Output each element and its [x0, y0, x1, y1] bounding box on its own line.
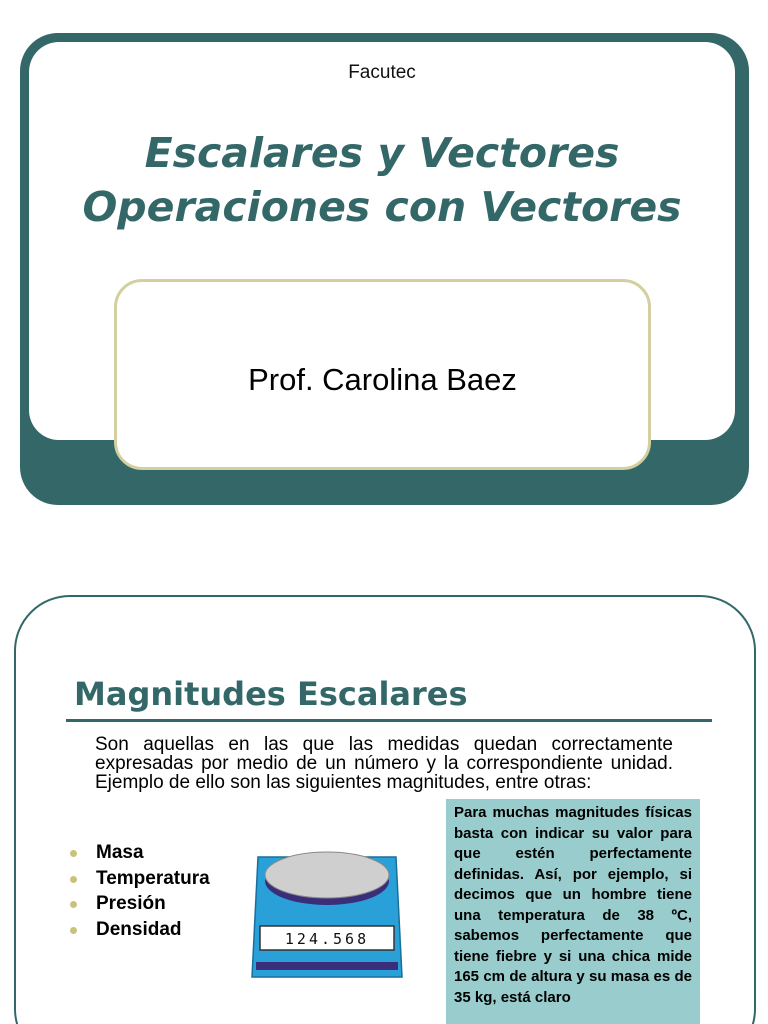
list-item-label: Masa [96, 842, 144, 863]
bullet-icon [70, 927, 77, 934]
slide-title-line-1: Escalares y Vectores [144, 129, 620, 177]
bullet-icon [70, 876, 77, 883]
slide-header: Facutec [348, 62, 416, 83]
bullet-icon [70, 901, 77, 908]
slide-title-line-2: Operaciones con Vectores [82, 183, 682, 231]
list-item-label: Temperatura [96, 867, 210, 889]
author-box [114, 279, 651, 470]
magnitude-list [66, 840, 210, 942]
author-name: Prof. Carolina Baez [248, 362, 517, 397]
title-slide [20, 33, 749, 505]
scale-display-reading: 124.568 [284, 930, 370, 948]
bullet-icon [70, 850, 77, 857]
list-item [66, 917, 210, 943]
list-item [66, 840, 210, 866]
slide-title [29, 126, 735, 234]
section-title: Magnitudes Escalares [74, 675, 468, 713]
scale-illustration [244, 849, 410, 989]
scale-plate [265, 852, 389, 898]
content-slide [14, 595, 756, 1024]
info-note: Para muchas magnitudes físicas basta con indicar su valor para que estén perfectamente definidas. Así, por ejemplo, si decimos que un hombre tiene una temperatura de 38 ºC, sabemos perfectamente que tiene fiebre y si una chica mide 165 cm de altura y su masa es de 35 kg, está claro [446, 799, 700, 1024]
title-divider [66, 719, 712, 722]
intro-paragraph: Son aquellas en las que las medidas quedan correctamente expresadas por medio de un número y la correspondiente unidad. Ejemplo de ello son las siguientes magnitudes, entre otras: [95, 734, 673, 793]
list-item-label: Densidad [96, 918, 182, 940]
scale-base-stripe [256, 962, 398, 970]
list-item-label: Presión [96, 893, 166, 914]
list-item [66, 866, 210, 892]
list-item [66, 891, 210, 917]
